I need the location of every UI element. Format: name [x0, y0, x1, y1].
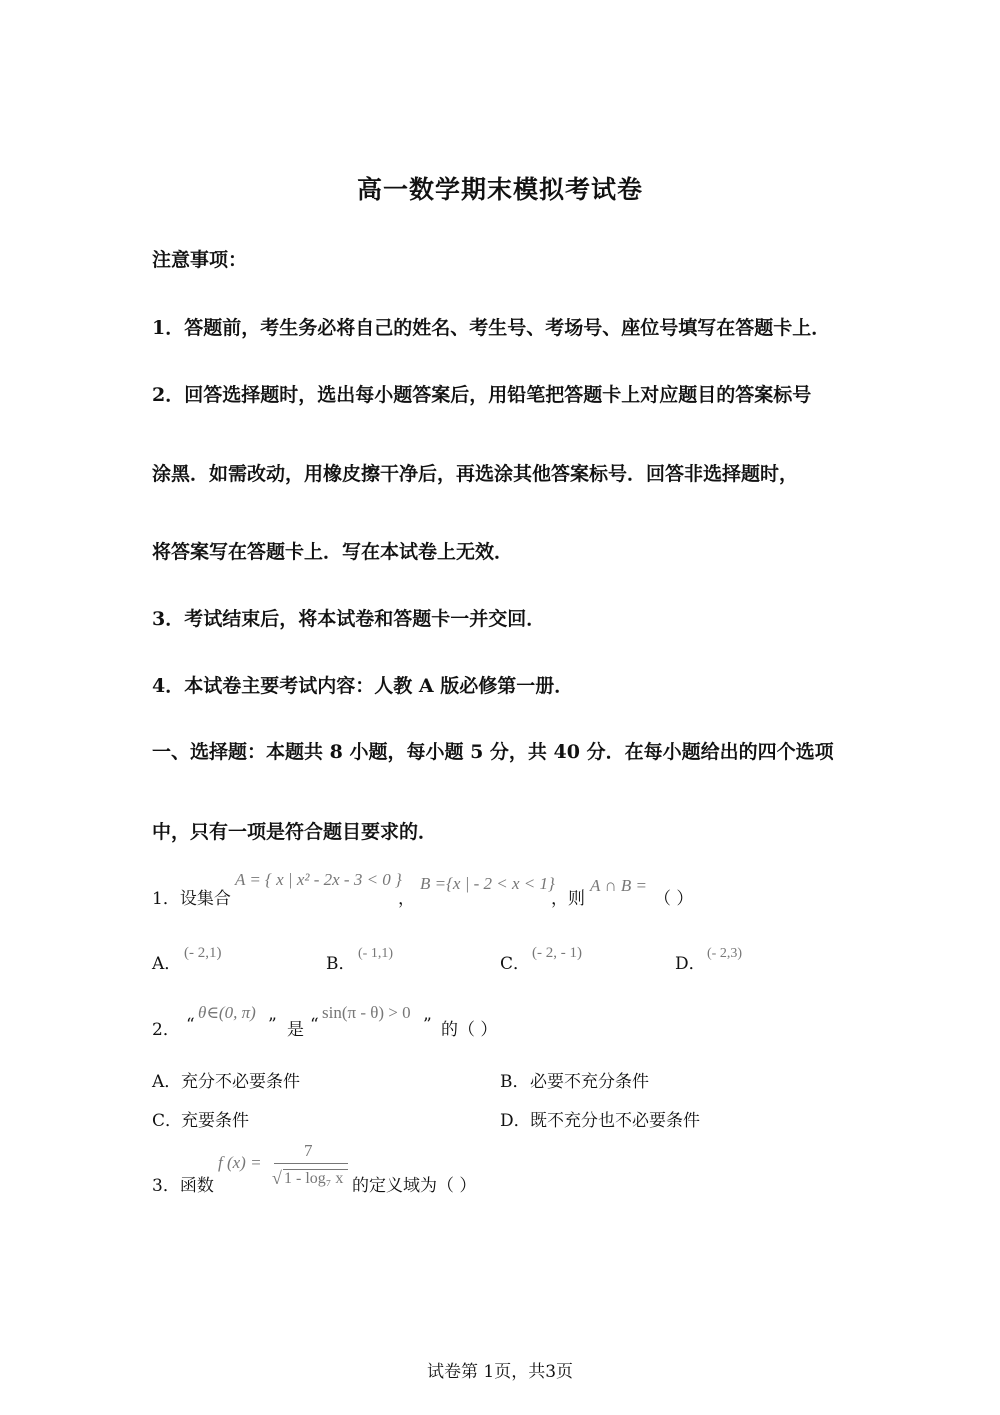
q2-condition-1: θ∈(0, π) — [198, 1003, 256, 1022]
q1-set-b: B ={x | - 2 < x < 1} — [420, 874, 555, 893]
q3-fraction-bar — [274, 1163, 348, 1164]
q1-option-d-label: D． — [675, 954, 706, 974]
sqrt-symbol-icon: √ — [272, 1168, 282, 1188]
q2-close-quote-1: ” — [268, 1015, 277, 1035]
section-1-heading-line-2: 中，只有一项是符合题目要求的． — [152, 821, 438, 843]
q2-prefix: 2． — [152, 1020, 180, 1040]
q1-option-b-value: (- 1,1) — [358, 946, 393, 961]
q2-open-quote-2: “ — [310, 1015, 319, 1035]
q1-sep: ， — [398, 889, 415, 909]
page-footer: 试卷第 1页，共3页 — [426, 1362, 574, 1382]
q2-open-quote-1: “ — [186, 1015, 195, 1035]
q3-numerator: 7 — [304, 1141, 313, 1160]
q3-lhs: f (x) = — [218, 1153, 262, 1172]
q3-prefix: 3．函数 — [152, 1176, 214, 1196]
notice-item-3: 3．考试结束后，将本试卷和答题卡一并交回． — [152, 608, 546, 630]
q2-suffix: 的（ ） — [441, 1020, 498, 1040]
q1-option-d-value: (- 2,3) — [707, 946, 742, 961]
q3-denominator: 1 - log₇ x — [284, 1170, 344, 1187]
notice-item-2-line-1: 2．回答选择题时，选出每小题答案后，用铅笔把答题卡上对应题目的答案标号 — [152, 384, 812, 406]
q1-option-a-value: (- 2,1) — [184, 945, 222, 961]
notice-item-4: 4．本试卷主要考试内容：人教 A 版必修第一册． — [152, 675, 574, 697]
q1-mid: ，则 — [551, 889, 585, 909]
q2-option-a-label: A． — [152, 1072, 182, 1092]
q2-close-quote-2: ” — [423, 1015, 432, 1035]
q2-option-b-label: B． — [500, 1072, 530, 1092]
q1-option-a-label: A． — [152, 954, 182, 974]
section-1-heading-line-1: 一、选择题：本题共 8 小题，每小题 5 分，共 40 分．在每小题给出的四个选项 — [152, 741, 834, 763]
q1-paren: （ ） — [654, 889, 694, 909]
q1-prefix: 1．设集合 — [152, 889, 231, 909]
q2-option-c-label: C． — [152, 1111, 183, 1131]
q1-option-b-label: B． — [326, 954, 356, 974]
q3-suffix: 的定义域为（ ） — [352, 1176, 477, 1196]
q1-set-a: A = { x | x² - 2x - 3 < 0 } — [235, 870, 402, 889]
q1-expr: A ∩ B = — [590, 876, 647, 895]
q2-option-d-value: 既不充分也不必要条件 — [530, 1111, 700, 1131]
q2-option-a-value: 充分不必要条件 — [181, 1072, 300, 1092]
q2-option-d-label: D． — [500, 1111, 531, 1131]
q1-option-c-label: C． — [500, 954, 531, 974]
notice-item-2-line-3: 将答案写在答题卡上．写在本试卷上无效． — [152, 541, 514, 563]
notice-heading: 注意事项： — [152, 249, 248, 271]
q1-option-c-value: (- 2, - 1) — [532, 945, 582, 961]
q2-option-c-value: 充要条件 — [181, 1111, 249, 1131]
q2-option-b-value: 必要不充分条件 — [530, 1072, 649, 1092]
q2-mid: 是 — [287, 1020, 304, 1040]
notice-item-1: 1．答题前，考生务必将自己的姓名、考生号、考场号、座位号填写在答题卡上． — [152, 317, 831, 339]
notice-item-2-line-2: 涂黑．如需改动，用橡皮擦干净后，再选涂其他答案标号．回答非选择题时， — [152, 463, 799, 485]
q2-condition-2: sin(π - θ) > 0 — [322, 1003, 411, 1022]
page-title: 高一数学期末模拟考试卷 — [356, 175, 643, 204]
